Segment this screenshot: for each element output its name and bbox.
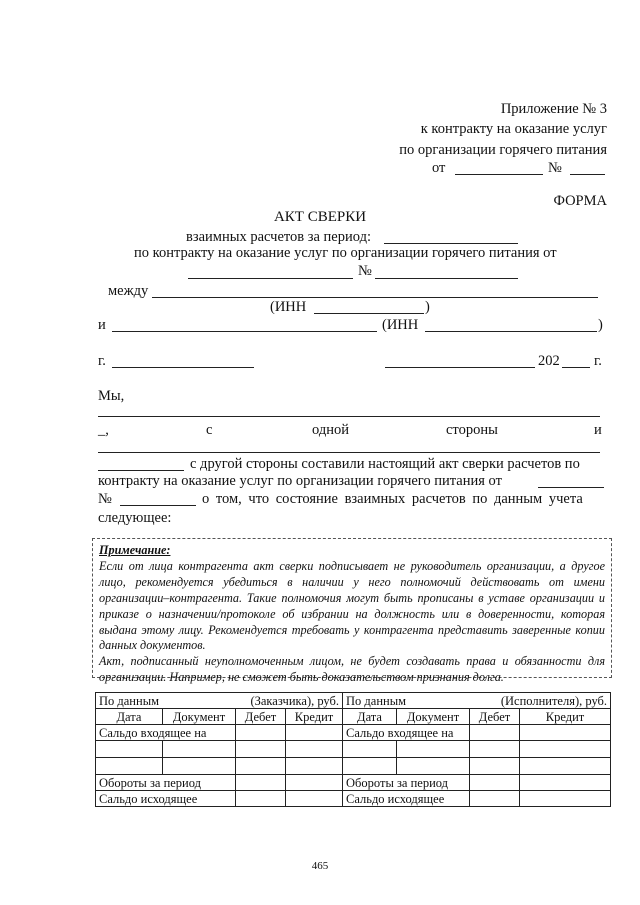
table-cell[interactable] bbox=[470, 741, 520, 758]
doc-date-field[interactable] bbox=[385, 367, 535, 368]
table-columns-row bbox=[96, 709, 611, 725]
table-cell[interactable] bbox=[470, 758, 520, 775]
period-label: взаимных расчетов за период: bbox=[186, 229, 371, 245]
table-cell[interactable] bbox=[286, 741, 343, 758]
saldo-out-left: Сальдо исходящее bbox=[96, 791, 236, 807]
party2-inn-field[interactable] bbox=[425, 331, 597, 332]
note-title: Примечание: bbox=[99, 543, 171, 557]
table-cell[interactable] bbox=[236, 775, 286, 791]
table-cell[interactable] bbox=[397, 758, 470, 775]
table-row bbox=[96, 741, 611, 758]
party1-name-field[interactable] bbox=[152, 297, 598, 298]
table-cell[interactable] bbox=[236, 758, 286, 775]
contractor-header: По данным (Исполнителя), руб. bbox=[343, 693, 611, 709]
party2-rep-field[interactable] bbox=[98, 452, 600, 453]
year-label: 202 bbox=[538, 353, 560, 369]
party2-rep-extra-field[interactable] bbox=[98, 470, 184, 471]
party2-name-field[interactable] bbox=[112, 331, 377, 332]
table-cell[interactable] bbox=[470, 725, 520, 741]
col-document: Документ bbox=[397, 709, 470, 725]
para-line-3: о том, что состояние взаимных расчетов по данным учета bbox=[202, 491, 583, 507]
saldo-out-right: Сальдо исходящее bbox=[343, 791, 470, 807]
para-contract-number-field[interactable] bbox=[120, 505, 196, 506]
para-contract-date-field[interactable] bbox=[538, 487, 604, 488]
party2-inn-label: (ИНН bbox=[382, 317, 419, 333]
para-line-4: следующее: bbox=[98, 510, 172, 526]
table-cell[interactable] bbox=[286, 758, 343, 775]
col-date: Дата bbox=[343, 709, 397, 725]
side-row-s: с bbox=[206, 422, 213, 438]
table-cell[interactable] bbox=[520, 775, 611, 791]
contract-ref-line: по контракту на оказание услуг по организации горячего питания от bbox=[134, 245, 557, 261]
note-paragraph-1: Если от лица контрагента акт сверки подписывает не руководитель организации, а другое лицо, рекомендуется убедиться в наличии у него полномочий действовать от имени организации–контрагента. Такие полномочия могут быть прописаны в уставе организации и приказе о назначении/протоколе об избрании на должность или в доверенности, которая выдана этому лицу. Рекомендуется требовать у контрагента представить заверенные копии данных документов. bbox=[99, 558, 605, 653]
party2-inn-close: ) bbox=[598, 317, 603, 333]
appendix-date-label: от bbox=[432, 160, 446, 176]
table-cell[interactable] bbox=[96, 758, 163, 775]
table-cell[interactable] bbox=[470, 775, 520, 791]
appendix-number: Приложение № 3 bbox=[500, 101, 607, 117]
table-cell[interactable] bbox=[236, 791, 286, 807]
table-cell[interactable] bbox=[343, 758, 397, 775]
party1-inn-field[interactable] bbox=[314, 313, 424, 314]
city-label: г. bbox=[98, 353, 106, 369]
table-cell[interactable] bbox=[286, 775, 343, 791]
table-cell[interactable] bbox=[470, 791, 520, 807]
saldo-in-left: Сальдо входящее на bbox=[96, 725, 236, 741]
side-row-one: одной bbox=[312, 422, 349, 438]
party1-inn-close: ) bbox=[425, 299, 430, 315]
table-cell[interactable] bbox=[286, 791, 343, 807]
table-cell[interactable] bbox=[520, 758, 611, 775]
contract-number-field[interactable] bbox=[375, 278, 518, 279]
table-cell[interactable] bbox=[286, 725, 343, 741]
page-number: 465 bbox=[311, 860, 329, 872]
col-credit: Кредит bbox=[286, 709, 343, 725]
we-label: Мы, bbox=[98, 388, 125, 404]
turnover-left: Обороты за период bbox=[96, 775, 236, 791]
table-cell[interactable] bbox=[163, 741, 236, 758]
table-row bbox=[96, 758, 611, 775]
party1-rep-field[interactable] bbox=[98, 416, 600, 417]
table-cell[interactable] bbox=[520, 741, 611, 758]
table-cell[interactable] bbox=[236, 741, 286, 758]
side-row-side: стороны bbox=[446, 422, 498, 438]
table-cell[interactable] bbox=[520, 725, 611, 741]
contract-date-field[interactable] bbox=[188, 278, 353, 279]
between-label: между bbox=[108, 283, 149, 299]
table-cell[interactable] bbox=[163, 758, 236, 775]
para-number-label: № bbox=[98, 491, 112, 507]
party1-inn-label: (ИНН bbox=[270, 299, 307, 315]
period-field[interactable] bbox=[384, 243, 518, 244]
side-row-and: и bbox=[594, 422, 602, 438]
turnover-right: Обороты за период bbox=[343, 775, 470, 791]
table-row bbox=[96, 775, 611, 791]
table-cell[interactable] bbox=[397, 741, 470, 758]
appendix-date-field[interactable] bbox=[455, 174, 543, 175]
table-cell[interactable] bbox=[236, 725, 286, 741]
side-row-comma: _, bbox=[98, 422, 109, 438]
col-debit: Дебет bbox=[236, 709, 286, 725]
contract-number-label: № bbox=[358, 263, 372, 279]
and-label: и bbox=[98, 317, 106, 333]
col-credit: Кредит bbox=[520, 709, 611, 725]
col-document: Документ bbox=[163, 709, 236, 725]
table-cell[interactable] bbox=[520, 791, 611, 807]
appendix-contract-line: к контракту на оказание услуг bbox=[420, 121, 607, 137]
reconciliation-table bbox=[95, 692, 611, 807]
doc-title: АКТ СВЕРКИ bbox=[273, 209, 367, 225]
customer-header: По данным (Заказчика), руб. bbox=[96, 693, 343, 709]
year-suffix-field[interactable] bbox=[562, 367, 590, 368]
form-label: ФОРМА bbox=[553, 193, 607, 209]
table-row bbox=[96, 791, 611, 807]
para-line-1: с другой стороны составили настоящий акт сверки расчетов по bbox=[190, 456, 580, 472]
appendix-subject-line: по организации горячего питания bbox=[399, 142, 607, 158]
col-debit: Дебет bbox=[470, 709, 520, 725]
table-cell[interactable] bbox=[343, 741, 397, 758]
table-cell[interactable] bbox=[96, 741, 163, 758]
table-row bbox=[96, 725, 611, 741]
city-field[interactable] bbox=[112, 367, 254, 368]
table-header-row bbox=[96, 693, 611, 709]
note-paragraph-2: Акт, подписанный неуполномоченным лицом, не будет создавать права и обязанности для организации. Например, не сможет быть доказательством признания долга. bbox=[99, 654, 605, 685]
note-box bbox=[92, 538, 612, 685]
col-date: Дата bbox=[96, 709, 163, 725]
year-unit-label: г. bbox=[594, 353, 602, 369]
appendix-number-label: № bbox=[548, 160, 562, 176]
para-line-2: контракту на оказание услуг по организации горячего питания от bbox=[98, 473, 502, 489]
saldo-in-right: Сальдо входящее на bbox=[343, 725, 470, 741]
appendix-number-field[interactable] bbox=[570, 174, 605, 175]
